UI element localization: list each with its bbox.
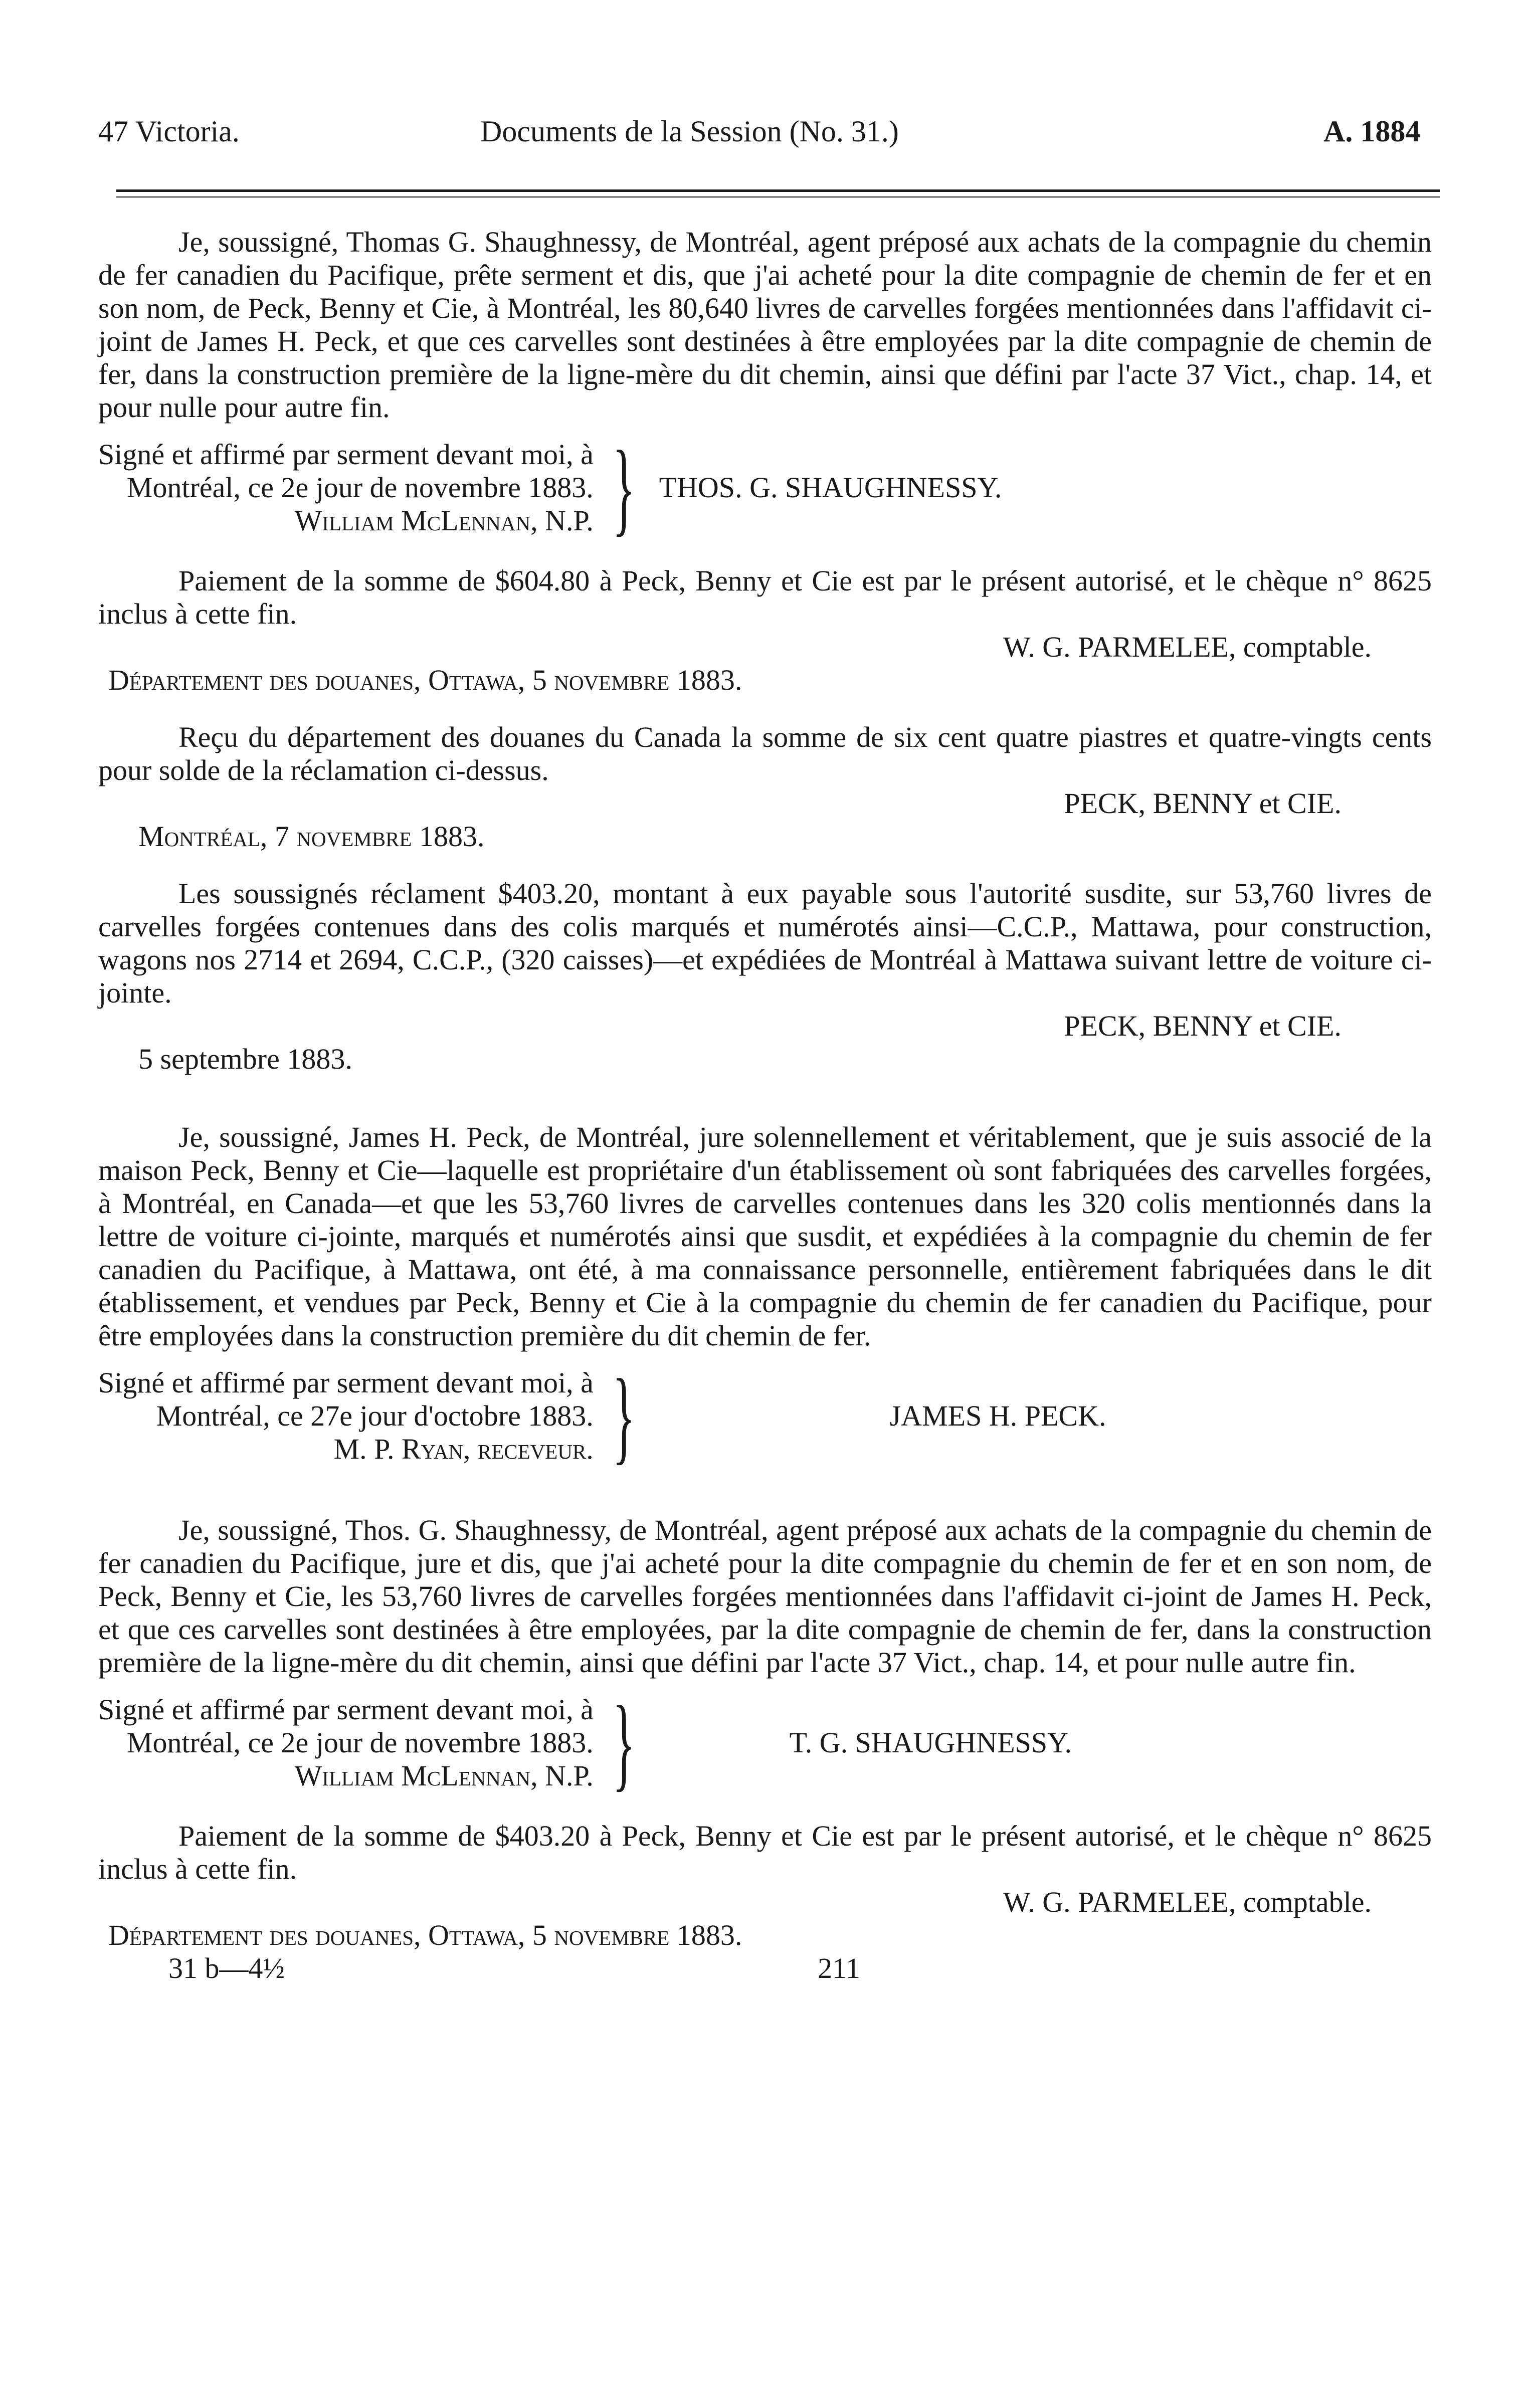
affidavit-shaughnessy-2: Je, soussigné, Thos. G. Shaughnessy, de Montréal, agent préposé aux achats de la compagnie du chemin de fer canadien du Pacifique, jure et dis, que j'ai acheté pour la dite compagnie du chemin de fer et en son nom, de Peck, Benny et Cie, les 53,760 livres de carvelles forgées mentionnées dans l'affidavit ci-joint de James H. Peck, et que ces carvelles sont destinées à être employées, par la dite compagnie de chemin de fer, dans la construction première de la ligne-mère du dit chemin, ainsi que défini par l'acte 37 Vict., chap. 14, et pour nulle autre fin. — [98, 1514, 1432, 1679]
signer: PECK, BENNY et CIE. — [1064, 787, 1342, 820]
payment-authorization-1: Paiement de la somme de $604.80 à Peck, Benny et Cie est par le présent autorisé, et le chèque n° 8625 inclus à cette fin. — [98, 564, 1432, 630]
oath-line: Signé et affirmé par serment devant moi, à — [98, 1366, 594, 1399]
signature: JAMES H. PECK. — [889, 1399, 1106, 1432]
oath-line: Signé et affirmé par serment devant moi, à — [98, 438, 594, 471]
department-line: Département des douanes, Ottawa, 5 novembre 1883. — [108, 664, 742, 696]
page-number: 211 — [818, 1952, 860, 1984]
affidavit-shaughnessy-1: Je, soussigné, Thomas G. Shaughnessy, de Montréal, agent préposé aux achats de la compagnie du chemin de fer canadien du Pacifique, prête serment et dis, que j'ai acheté pour la dite compagnie de chemin de fer et en son nom, de Peck, Benny et Cie, à Montréal, les 80,640 livres de carvelles forgées mentionnées dans l'affidavit ci-joint de James H. Peck, et que ces carvelles sont destinées à être employées par la dite compagnie de chemin de fer, dans la construction première de la ligne-mère du dit chemin, ainsi que défini par l'acte 37 Vict., chap. 14, et pour nulle pour autre fin. — [98, 226, 1432, 424]
oath-attestation — [98, 1366, 594, 1466]
oath-line: Montréal, ce 27e jour d'octobre 1883. — [156, 1399, 594, 1432]
receipt-paragraph: Reçu du département des douanes du Canada la somme de six cent quatre piastres et quatre-vingts cents pour solde de la réclamation ci-dessus. — [98, 721, 1432, 786]
running-header — [0, 114, 1531, 154]
oath-attestation — [98, 1693, 594, 1792]
place-date: Montréal, 7 novembre 1883. — [138, 820, 485, 853]
brace-icon: } — [612, 430, 635, 546]
claim-date: 5 septembre 1883. — [138, 1043, 352, 1075]
oath-line: William McLennan, N.P. — [294, 1759, 594, 1792]
payment-authorization-2: Paiement de la somme de $403.20 à Peck, Benny et Cie est par le présent autorisé, et le chèque n° 8625 inclus à cette fin. — [98, 1820, 1432, 1885]
affidavit-peck: Je, soussigné, James H. Peck, de Montréal, jure solennellement et véritablement, que je suis associé de la maison Peck, Benny et Cie—laquelle est propriétaire d'un établissement où sont fabriquées des carvelles forgées, à Montréal, en Canada—et que les 53,760 livres de carvelles contenues dans les 320 colis mentionnés dans la lettre de voiture ci-jointe, marqués et numérotés ainsi que susdit, et expédiées à la compagnie du chemin de fer canadien du Pacifique, à Mattawa, ont été, à ma connaissance personnelle, entièrement fabriquées dans le dit établissement, et vendues par Peck, Benny et Cie à la compagnie du chemin de fer canadien du Pacifique, pour être employées dans la construction première du dit chemin de fer. — [98, 1121, 1432, 1352]
oath-line: Montréal, ce 2e jour de novembre 1883. — [126, 1726, 594, 1759]
oath-line: William McLennan, N.P. — [294, 504, 594, 537]
header-title: Documents de la Session (No. 31.) — [480, 115, 899, 148]
header-volume: 47 Victoria. — [98, 115, 240, 148]
header-year: A. 1884 — [1323, 115, 1421, 148]
claim-paragraph: Les soussignés réclament $403.20, montant à eux payable sous l'autorité susdite, sur 53,760 livres de carvelles forgées contenues dans des colis marqués et numérotés ainsi—C.C.P., Mattawa, pour construction, wagons nos 2714 et 2694, C.C.P., (320 caisses)—et expédiées de Montréal à Mattawa suivant lettre de voiture ci-jointe. — [98, 877, 1432, 1009]
oath-block-2 — [98, 1358, 1432, 1474]
signer: PECK, BENNY et CIE. — [1064, 1010, 1342, 1042]
oath-line: Montréal, ce 2e jour de novembre 1883. — [126, 471, 594, 504]
oath-block-3 — [98, 1685, 1432, 1801]
signer: W. G. PARMELEE, comptable. — [1003, 1886, 1372, 1918]
department-line: Département des douanes, Ottawa, 5 novembre 1883. — [108, 1919, 742, 1951]
signature: THOS. G. SHAUGHNESSY. — [659, 471, 1002, 504]
header-rule-thin — [116, 196, 1440, 197]
document-body — [98, 226, 1432, 1985]
brace-icon: } — [612, 1358, 635, 1474]
signature: T. G. SHAUGHNESSY. — [789, 1726, 1072, 1759]
brace-icon: } — [612, 1685, 635, 1801]
oath-attestation — [98, 438, 594, 537]
oath-line: Signé et affirmé par serment devant moi, à — [98, 1693, 594, 1726]
oath-line: M. P. Ryan, receveur. — [333, 1433, 594, 1465]
oath-block-1 — [98, 430, 1432, 546]
page-footer — [98, 1952, 860, 1985]
signer: W. G. PARMELEE, comptable. — [1003, 631, 1372, 663]
header-rule — [116, 189, 1440, 192]
signature-mark: 31 b—4½ — [168, 1952, 285, 1984]
